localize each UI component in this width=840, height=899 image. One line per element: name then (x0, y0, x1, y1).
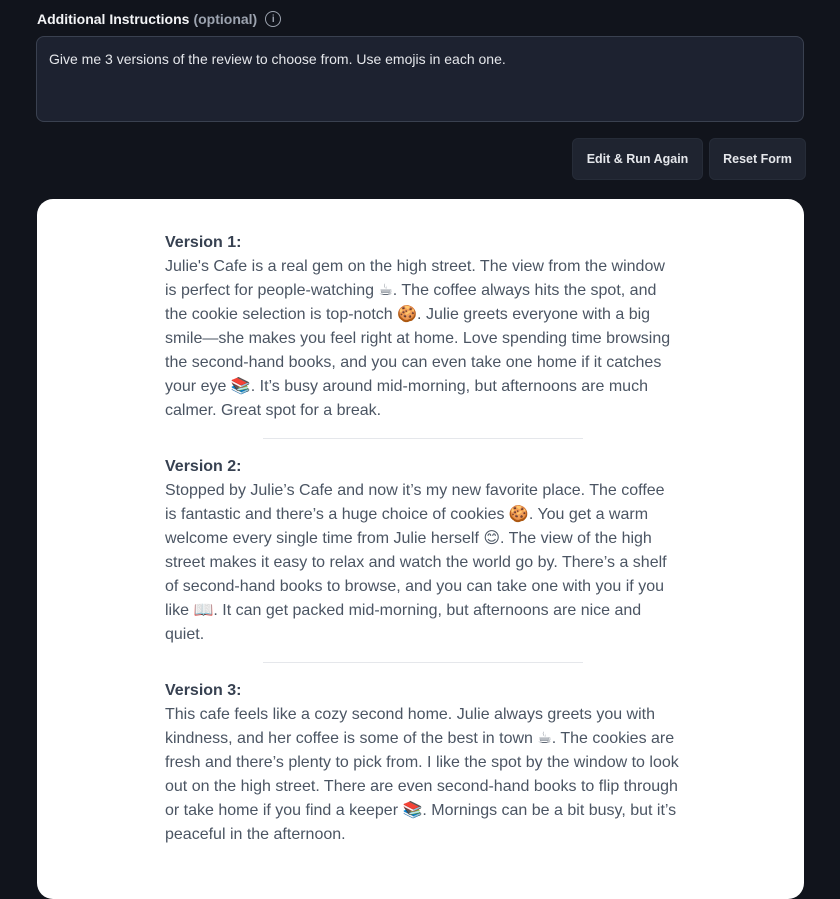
info-icon[interactable]: i (265, 11, 281, 27)
version-text: Stopped by Julie’s Cafe and now it’s my new favorite place. The coffee is fantastic and there’s a huge choice of cookies 🍪. You get a warm welcome every single time from Julie herself 😊. The view of the high street makes it easy to relax and watch the world go by. There’s a shelf of second-hand books to browse, and you can take one with you if you like 📖. It can get packed mid-morning, but afternoons are nice and quiet. (165, 482, 667, 643)
version-title: Version 3: (165, 682, 242, 699)
instructions-label-text: Additional Instructions (37, 11, 190, 27)
reset-form-button[interactable]: Reset Form (709, 138, 806, 180)
divider (263, 662, 583, 663)
instructions-textarea[interactable]: Give me 3 versions of the review to choose from. Use emojis in each one. (36, 36, 804, 122)
version-text: This cafe feels like a cozy second home. Julie always greets you with kindness, and her coffee is some of the best in town ☕. The cookies are fresh and there’s plenty to pick from. I like the spot by the window to look out on the high street. There are even second-hand books to flip through or take home if you find a keeper 📚. Mornings can be a bit busy, but it’s peaceful in the afternoon. (165, 706, 679, 843)
version-title: Version 2: (165, 458, 242, 475)
version-block (165, 455, 680, 647)
version-title: Version 1: (165, 234, 242, 251)
version-block (165, 679, 680, 847)
edit-run-again-button[interactable]: Edit & Run Again (572, 138, 703, 180)
divider (263, 438, 583, 439)
result-content (165, 231, 680, 847)
instructions-label (37, 11, 281, 27)
optional-hint: (optional) (193, 11, 258, 27)
version-text: Julie's Cafe is a real gem on the high street. The view from the window is perfect for people-watching ☕. The coffee always hits the spot, and the cookie selection is top-notch 🍪. Julie greets everyone with a big smile—she makes you feel right at home. Love spending time browsing the second-hand books, and you can even take one home if it catches your eye 📚. It’s busy around mid-morning, but afternoons are much calmer. Great spot for a break. (165, 258, 671, 419)
version-block (165, 231, 680, 423)
result-card (37, 199, 804, 899)
